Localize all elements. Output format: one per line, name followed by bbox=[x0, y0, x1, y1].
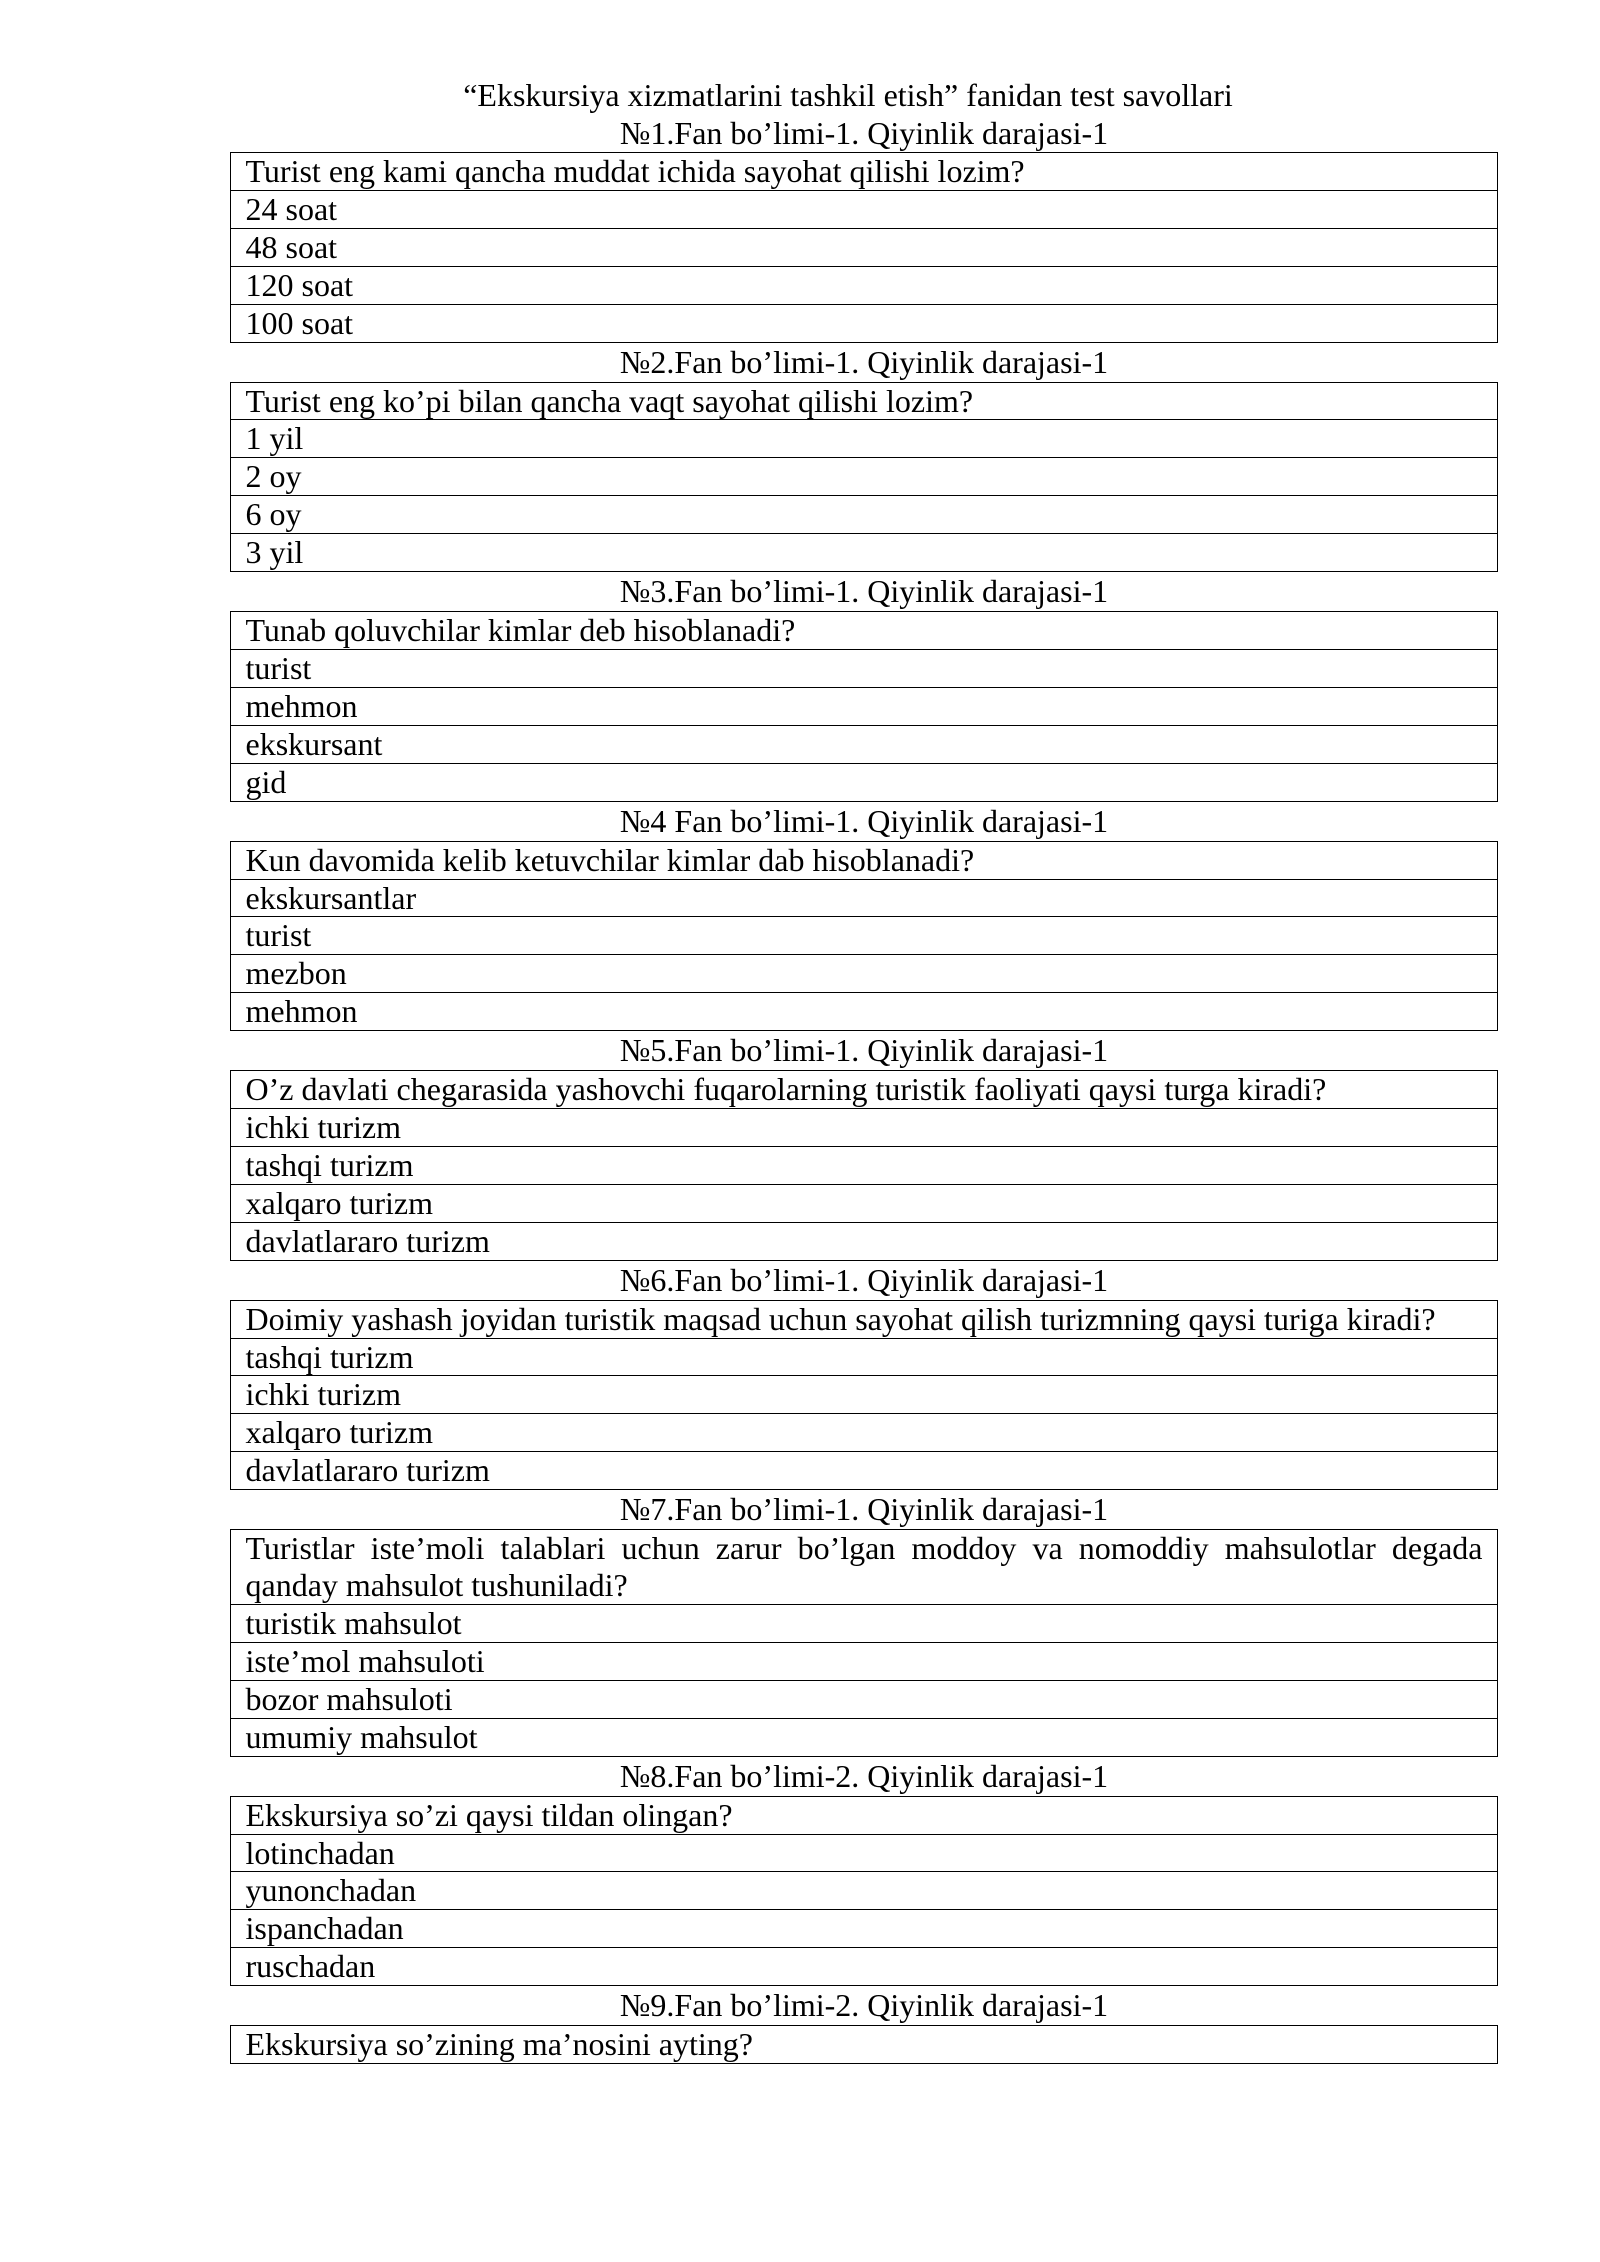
document-title: “Ekskursiya xizmatlarini tashkil etish” fanidan test savollari bbox=[463, 77, 1233, 113]
question-5-option-2: tashqi turizm bbox=[231, 1146, 1497, 1184]
question-3-table bbox=[230, 611, 1498, 802]
question-7-text: Turistlar iste’moli talablari uchun zarur bo’lgan moddoy va nomoddiy mahsulotlar degada qanday mahsulot tushuniladi? bbox=[245, 1530, 1483, 1604]
question-1-text: Turist eng kami qancha muddat ichida sayohat qilishi lozim? bbox=[245, 153, 1025, 189]
question-1-option-3: 120 soat bbox=[231, 266, 1497, 304]
question-3-option-1: turist bbox=[231, 649, 1497, 687]
question-4-table bbox=[230, 841, 1498, 1032]
question-6-option-2: ichki turizm bbox=[231, 1375, 1497, 1413]
question-2-heading: №2.Fan bo’limi-1. Qiyinlik darajasi-1 bbox=[619, 343, 1109, 380]
question-2-option-1: 1 yil bbox=[231, 419, 1497, 457]
question-8-option-4: ruschadan bbox=[231, 1947, 1497, 1985]
question-6-option-1: tashqi turizm bbox=[231, 1338, 1497, 1376]
document-page bbox=[230, 77, 1498, 2064]
question-8-option-2: yunonchadan bbox=[231, 1871, 1497, 1909]
question-5-option-3: xalqaro turizm bbox=[231, 1184, 1497, 1222]
question-1-option-2: 48 soat bbox=[231, 228, 1497, 266]
question-7-option-2: iste’mol mahsuloti bbox=[231, 1642, 1497, 1680]
question-7-table bbox=[230, 1529, 1498, 1756]
question-8-option-3: ispanchadan bbox=[231, 1909, 1497, 1947]
question-1-option-4: 100 soat bbox=[231, 304, 1497, 342]
question-3-option-2: mehmon bbox=[231, 687, 1497, 725]
question-2-option-4: 3 yil bbox=[231, 533, 1497, 571]
question-7-option-4: umumiy mahsulot bbox=[231, 1718, 1497, 1756]
question-3-option-3: ekskursant bbox=[231, 725, 1497, 763]
question-8-text: Ekskursiya so’zi qaysi tildan olingan? bbox=[245, 1796, 733, 1833]
question-8-option-1: lotinchadan bbox=[231, 1834, 1497, 1872]
question-6-table bbox=[230, 1300, 1498, 1491]
question-8-heading: №8.Fan bo’limi-2. Qiyinlik darajasi-1 bbox=[619, 1757, 1109, 1794]
question-6-option-3: xalqaro turizm bbox=[231, 1413, 1497, 1451]
question-7-option-3: bozor mahsuloti bbox=[231, 1680, 1497, 1718]
question-4-option-1: ekskursantlar bbox=[231, 879, 1497, 917]
question-4-option-4: mehmon bbox=[231, 992, 1497, 1030]
question-1-heading: №1.Fan bo’limi-1. Qiyinlik darajasi-1 bbox=[619, 114, 1109, 151]
question-5-option-4: davlatlararo turizm bbox=[231, 1222, 1497, 1260]
question-8-table bbox=[230, 1796, 1498, 1987]
question-5-text: O’z davlati chegarasida yashovchi fuqarolarning turistik faoliyati qaysi turga kiradi? bbox=[245, 1071, 1327, 1108]
question-4-text: Kun davomida kelib ketuvchilar kimlar dab hisoblanadi? bbox=[245, 841, 975, 878]
question-3-heading: №3.Fan bo’limi-1. Qiyinlik darajasi-1 bbox=[619, 573, 1109, 610]
question-5-option-1: ichki turizm bbox=[231, 1108, 1497, 1146]
question-7-heading: №7.Fan bo’limi-1. Qiyinlik darajasi-1 bbox=[619, 1491, 1109, 1528]
question-6-option-4: davlatlararo turizm bbox=[231, 1451, 1497, 1489]
question-3-option-4: gid bbox=[231, 763, 1497, 801]
question-1-option-1: 24 soat bbox=[231, 190, 1497, 228]
question-4-option-2: turist bbox=[231, 916, 1497, 954]
question-3-text: Tunab qoluvchilar kimlar deb hisoblanadi? bbox=[245, 612, 796, 649]
question-9-table bbox=[230, 2025, 1498, 2064]
question-2-option-2: 2 oy bbox=[231, 457, 1497, 495]
question-9-heading: №9.Fan bo’limi-2. Qiyinlik darajasi-1 bbox=[619, 1987, 1109, 2024]
question-6-text: Doimiy yashash joyidan turistik maqsad uchun sayohat qilish turizmning qaysi turiga kiradi? bbox=[245, 1300, 1436, 1337]
question-4-option-3: mezbon bbox=[231, 954, 1497, 992]
question-5-heading: №5.Fan bo’limi-1. Qiyinlik darajasi-1 bbox=[619, 1032, 1109, 1069]
question-2-option-3: 6 oy bbox=[231, 495, 1497, 533]
question-5-table bbox=[230, 1070, 1498, 1261]
question-4-heading: №4 Fan bo’limi-1. Qiyinlik darajasi-1 bbox=[619, 802, 1109, 839]
question-1-table bbox=[230, 152, 1498, 343]
question-2-table bbox=[230, 382, 1498, 573]
question-2-text: Turist eng ko’pi bilan qancha vaqt sayohat qilishi lozim? bbox=[245, 382, 974, 419]
question-9-text: Ekskursiya so’zining ma’nosini ayting? bbox=[245, 2026, 753, 2063]
question-6-heading: №6.Fan bo’limi-1. Qiyinlik darajasi-1 bbox=[619, 1261, 1109, 1298]
question-7-option-1: turistik mahsulot bbox=[231, 1604, 1497, 1642]
